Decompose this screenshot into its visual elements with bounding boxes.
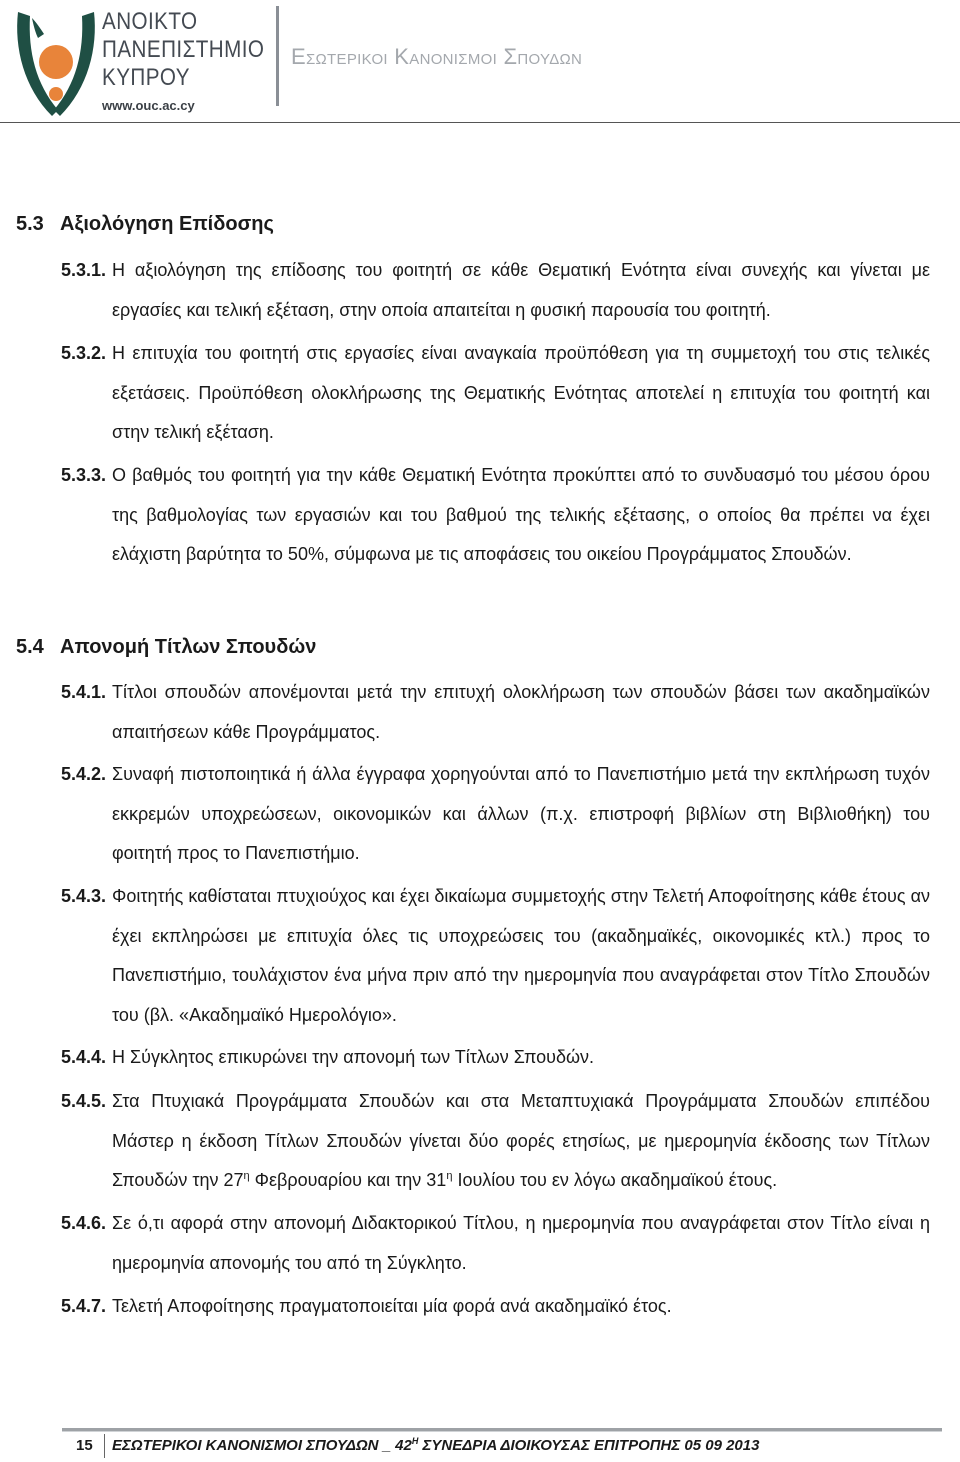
footer-rule — [62, 1428, 942, 1432]
paragraph-text: Ο βαθμός του φοιτητή για την κάθε Θεματική Ενότητα προκύπτει από το συνδυασμό του μέσου όρου της βαθμολογίας των εργασιών και του βαθμού της τελικής εξέτασης, ο οποίος θα πρέπει να έχει ελάχιστη βαρύτητα το 50%, σύμφωνα με τις αποφάσεις του οικείου Προγράμματος Σπουδών. — [112, 465, 930, 564]
paragraph-text-part: Ιουλίου του εν λόγω ακαδημαϊκού έτους. — [452, 1170, 778, 1190]
ordinal-superscript: η — [446, 1170, 453, 1182]
paragraph — [61, 673, 930, 752]
logo-emblem-icon — [14, 8, 98, 118]
paragraph — [61, 334, 930, 453]
footer-superscript: Η — [411, 1436, 419, 1446]
paragraph-text: Συναφή πιστοποιητικά ή άλλα έγγραφα χορηγούνται από το Πανεπιστήμιο μετά την εκπλήρωση τυχόν εκκρεμών υποχρεώσεων, οικονομικών και άλλων (π.χ. επιστροφή βιβλίων στη Βιβλιοθήκη) του φοιτητή προς το Πανεπιστήμιο. — [112, 764, 930, 863]
paragraph-text: Φοιτητής καθίσταται πτυχιούχος και έχει δικαίωμα συμμετοχής στην Τελετή Αποφοίτησης κάθε έτους αν έχει εκπληρώσει με επιτυχία όλες τις υποχρεώσεις του (ακαδημαϊκές, οικονομικές κτλ.) προς το Πανεπιστήμιο, τουλάχιστον ένα μήνα πριν από την ημερομηνία που αναγράφεται στον Τίτλο Σπουδών του (βλ. «Ακαδημαϊκό Ημερολόγιο». — [112, 886, 930, 1025]
paragraph-number: 5.3.3. — [61, 465, 107, 485]
paragraph-text: Τίτλοι σπουδών απονέμονται μετά την επιτυχή ολοκλήρωση των σπουδών βάσει των ακαδημαϊκών απαιτήσεων κάθε Προγράμματος. — [112, 682, 930, 742]
paragraph-number: 5.3.1. — [61, 260, 107, 280]
paragraph-text: Η Σύγκλητος επικυρώνει την απονομή των Τίτλων Σπουδών. — [112, 1047, 595, 1067]
logo-line-1: ΑΝΟΙΚΤΟ — [102, 8, 198, 35]
page-number: 15 — [76, 1437, 93, 1454]
paragraph — [61, 456, 930, 575]
paragraph-number: 5.4.2. — [61, 764, 107, 784]
ordinal-superscript: η — [243, 1170, 250, 1182]
section-number: 5.4 — [16, 636, 44, 658]
logo-line-2: ΠΑΝΕΠΙΣΤΗΜΙΟ — [102, 36, 265, 63]
logo-text — [102, 8, 291, 113]
footer-separator — [104, 1434, 105, 1458]
paragraph-number: 5.3.2. — [61, 343, 107, 363]
section-heading — [16, 213, 274, 236]
paragraph-number: 5.4.7. — [61, 1296, 107, 1316]
section-number: 5.3 — [16, 213, 44, 235]
logo-line-3: ΚΥΠΡΟΥ — [102, 64, 190, 91]
paragraph-number: 5.4.1. — [61, 682, 107, 702]
header-rule — [0, 122, 960, 123]
page-header — [0, 0, 960, 124]
section-heading — [16, 636, 316, 659]
paragraph-text-part: Στα Πτυχιακά Προγράμματα Σπουδών και στα Μεταπτυχιακά Προγράμματα Σπουδών επιπέδου Μάστερ η έκδοση Τίτλων Σπουδών γίνεται δύο φορές ετησίως, με ημερομηνία έκδοσης των Τίτλων Σπουδών την 27 — [112, 1091, 930, 1190]
paragraph — [61, 251, 930, 330]
paragraph-text: Η αξιολόγηση της επίδοσης του φοιτητή σε κάθε Θεματική Ενότητα είναι συνεχής και γίνεται με εργασίες και τελική εξέταση, στην οποία απαιτείται η φυσική παρουσία του φοιτητή. — [112, 260, 930, 320]
paragraph-number: 5.4.4. — [61, 1047, 107, 1067]
paragraph — [61, 1204, 930, 1283]
paragraph — [61, 1287, 930, 1327]
paragraph-number: 5.4.6. — [61, 1213, 107, 1233]
university-logo — [14, 8, 274, 118]
paragraph — [61, 1038, 930, 1078]
paragraph-text — [61, 1082, 930, 1201]
paragraph-text: Σε ό,τι αφορά στην απονομή Διδακτορικού Τίτλου, η ημερομηνία που αναγράφεται στον Τίτλο είναι η ημερομηνία απονομής του από τη Σύγκλητο. — [112, 1213, 930, 1273]
paragraph-number: 5.4.5. — [61, 1091, 107, 1111]
section-title: Απονομή Τίτλων Σπουδών — [60, 636, 317, 658]
paragraph — [61, 755, 930, 874]
paragraph-number: 5.4.3. — [61, 886, 107, 906]
section-title: Αξιολόγηση Επίδοσης — [60, 213, 274, 235]
paragraph — [61, 877, 930, 1035]
paragraph-text: Η επιτυχία του φοιτητή στις εργασίες είναι αναγκαία προϋπόθεση για τη συμμετοχή του στις τελικές εξετάσεις. Προϋπόθεση ολοκλήρωσης της Θεματικής Ενότητας αποτελεί η επιτυχία του φοιτητή και στην τελική εξέταση. — [112, 343, 930, 442]
document-title: Εσωτερικοι Κανονισμοι Σπουδων — [291, 44, 583, 69]
paragraph — [61, 1082, 930, 1201]
paragraph-text-part: Φεβρουαρίου και την 31 — [249, 1170, 447, 1190]
header-divider — [276, 6, 279, 106]
footer-text — [112, 1437, 759, 1454]
logo-url: www.ouc.ac.cy — [102, 98, 195, 113]
paragraph-text: Τελετή Αποφοίτησης πραγματοποιείται μία φορά ανά ακαδημαϊκό έτος. — [112, 1296, 672, 1316]
footer-text-part: ΕΣΩΤΕΡΙΚΟΙ ΚΑΝΟΝΙΣΜΟΙ ΣΠΟΥΔΩΝ _ 42 — [112, 1437, 412, 1454]
footer-text-part: ΣΥΝΕΔΡΙΑ ΔΙΟΙΚΟΥΣΑΣ ΕΠΙΤΡΟΠΗΣ 05 09 2013 — [418, 1437, 760, 1454]
